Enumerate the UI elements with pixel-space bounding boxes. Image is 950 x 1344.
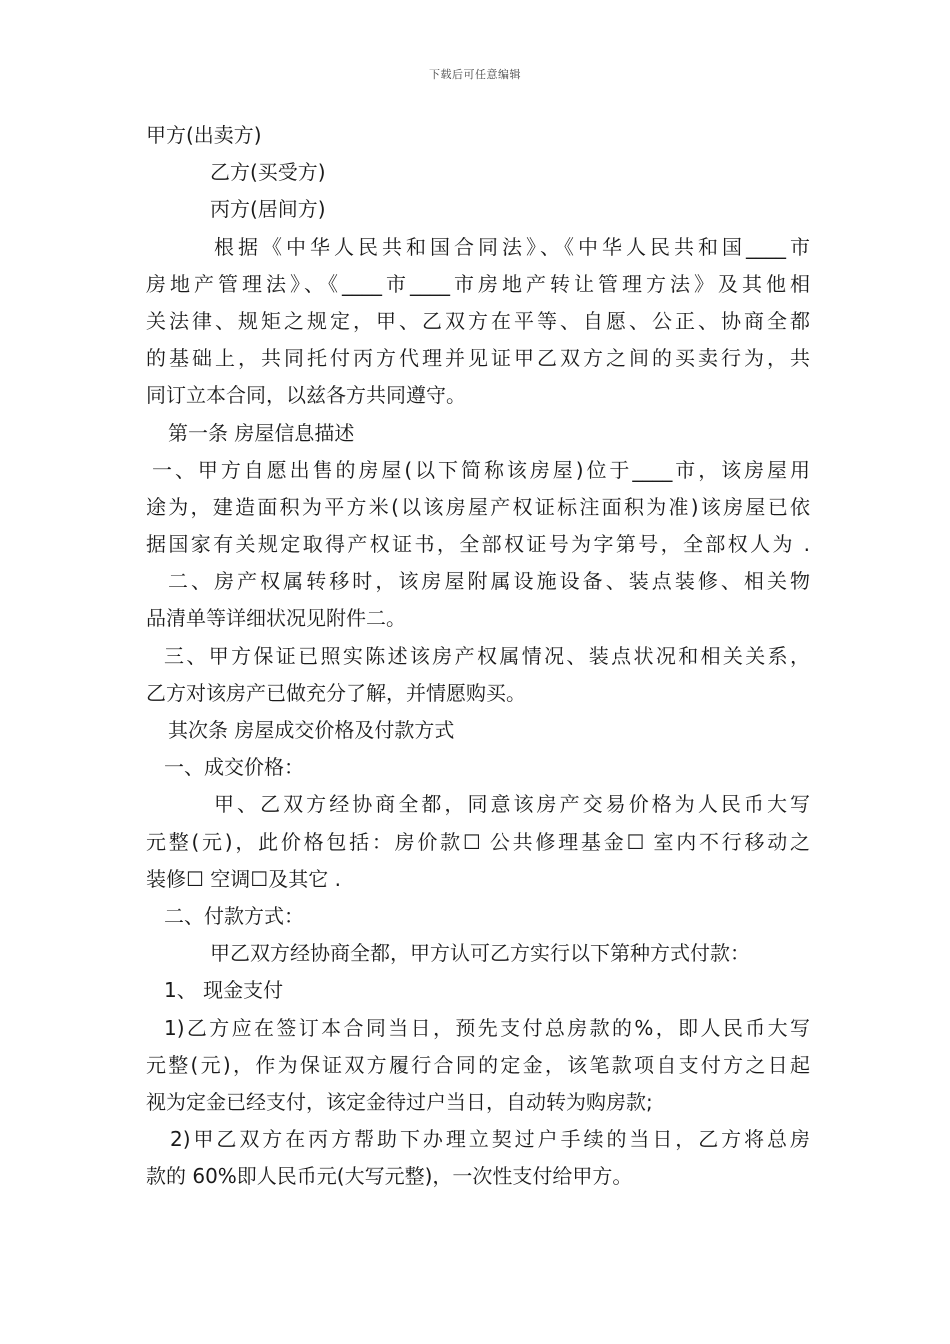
cash-item-1-line-1: 1)乙方应在签订本合同当日，预先支付总房款的%，即人民币大写 xyxy=(164,1015,810,1040)
cash-item-1-line-2: 元整(元)，作为保证双方履行合同的定金，该笔款项自支付方之日起 xyxy=(146,1052,810,1077)
cash-item-1-line-3: 视为定金已经支付，该定金待过户当日，自动转为购房款; xyxy=(146,1089,653,1114)
payment-intro-line: 甲乙双方经协商全都，甲方认可乙方实行以下第种方式付款： xyxy=(210,941,750,966)
article-1-heading: 第一条 房屋信息描述 xyxy=(168,420,355,445)
article-1-item-3-line-2: 乙方对该房产已做充分了解，并情愿购买。 xyxy=(146,680,526,705)
article-1-item-2-line-1: 二、房产权属转移时，该房屋附属设施设备、装点装修、相关物 xyxy=(168,569,810,594)
preamble-line-2: 房地产管理法》、《____市____市房地产转让管理方法》及其他相 xyxy=(146,271,810,296)
article-1-item-1-line-1: 一、甲方自愿出售的房屋(以下简称该房屋)位于____市，该房屋用 xyxy=(152,457,810,482)
price-line-3: 装修☐ 空调☐及其它 . xyxy=(146,866,341,891)
article-1-item-2-line-2: 品清单等详细状况见附件二。 xyxy=(146,606,406,631)
article-1-item-1-line-3: 据国家有关规定取得产权证书，全部权证号为字第号，全部权人为 . xyxy=(146,532,810,557)
preamble-line-3: 关法律、规矩之规定，甲、乙双方在平等、自愿、公正、协商全都 xyxy=(146,308,810,333)
cash-item-2-line-2: 款的 60%即人民币元(大写元整)，一次性支付给甲方。 xyxy=(146,1164,633,1189)
article-2-item-1-heading: 一、成交价格： xyxy=(164,755,304,780)
article-2-item-2-heading: 二、付款方式： xyxy=(164,903,304,928)
price-line-1: 甲、乙双方经协商全都，同意该房产交易价格为人民币大写 xyxy=(214,792,810,817)
article-1-item-3-line-1: 三、甲方保证已照实陈述该房产权属情况、装点状况和相关关系， xyxy=(164,643,810,668)
article-1-item-1-line-2: 途为，建造面积为平方米(以该房屋产权证标注面积为准)该房屋已依 xyxy=(146,494,810,519)
preamble-line-1: 根据《中华人民共和国合同法》、《中华人民共和国____市 xyxy=(214,234,810,259)
header-note: 下载后可任意编辑 xyxy=(429,68,521,81)
party-a-line: 甲方(出卖方) xyxy=(146,123,262,147)
preamble-line-5: 同订立本合同，以兹各方共同遵守。 xyxy=(146,383,466,408)
cash-payment-heading: 1、 现金支付 xyxy=(164,978,284,1003)
contract-body xyxy=(146,117,810,1195)
price-line-2: 元整(元)，此价格包括：房价款☐ 公共修理基金☐ 室内不行移动之 xyxy=(146,829,810,854)
cash-item-2-line-1: 2)甲乙双方在丙方帮助下办理立契过户手续的当日，乙方将总房 xyxy=(170,1127,810,1152)
article-2-heading: 其次条 房屋成交价格及付款方式 xyxy=(168,718,455,742)
preamble-line-4: 的基础上，共同托付丙方代理并见证甲乙双方之间的买卖行为，共 xyxy=(146,346,810,371)
party-b-line: 乙方(买受方) xyxy=(210,160,326,185)
party-c-line: 丙方(居间方) xyxy=(210,197,326,222)
